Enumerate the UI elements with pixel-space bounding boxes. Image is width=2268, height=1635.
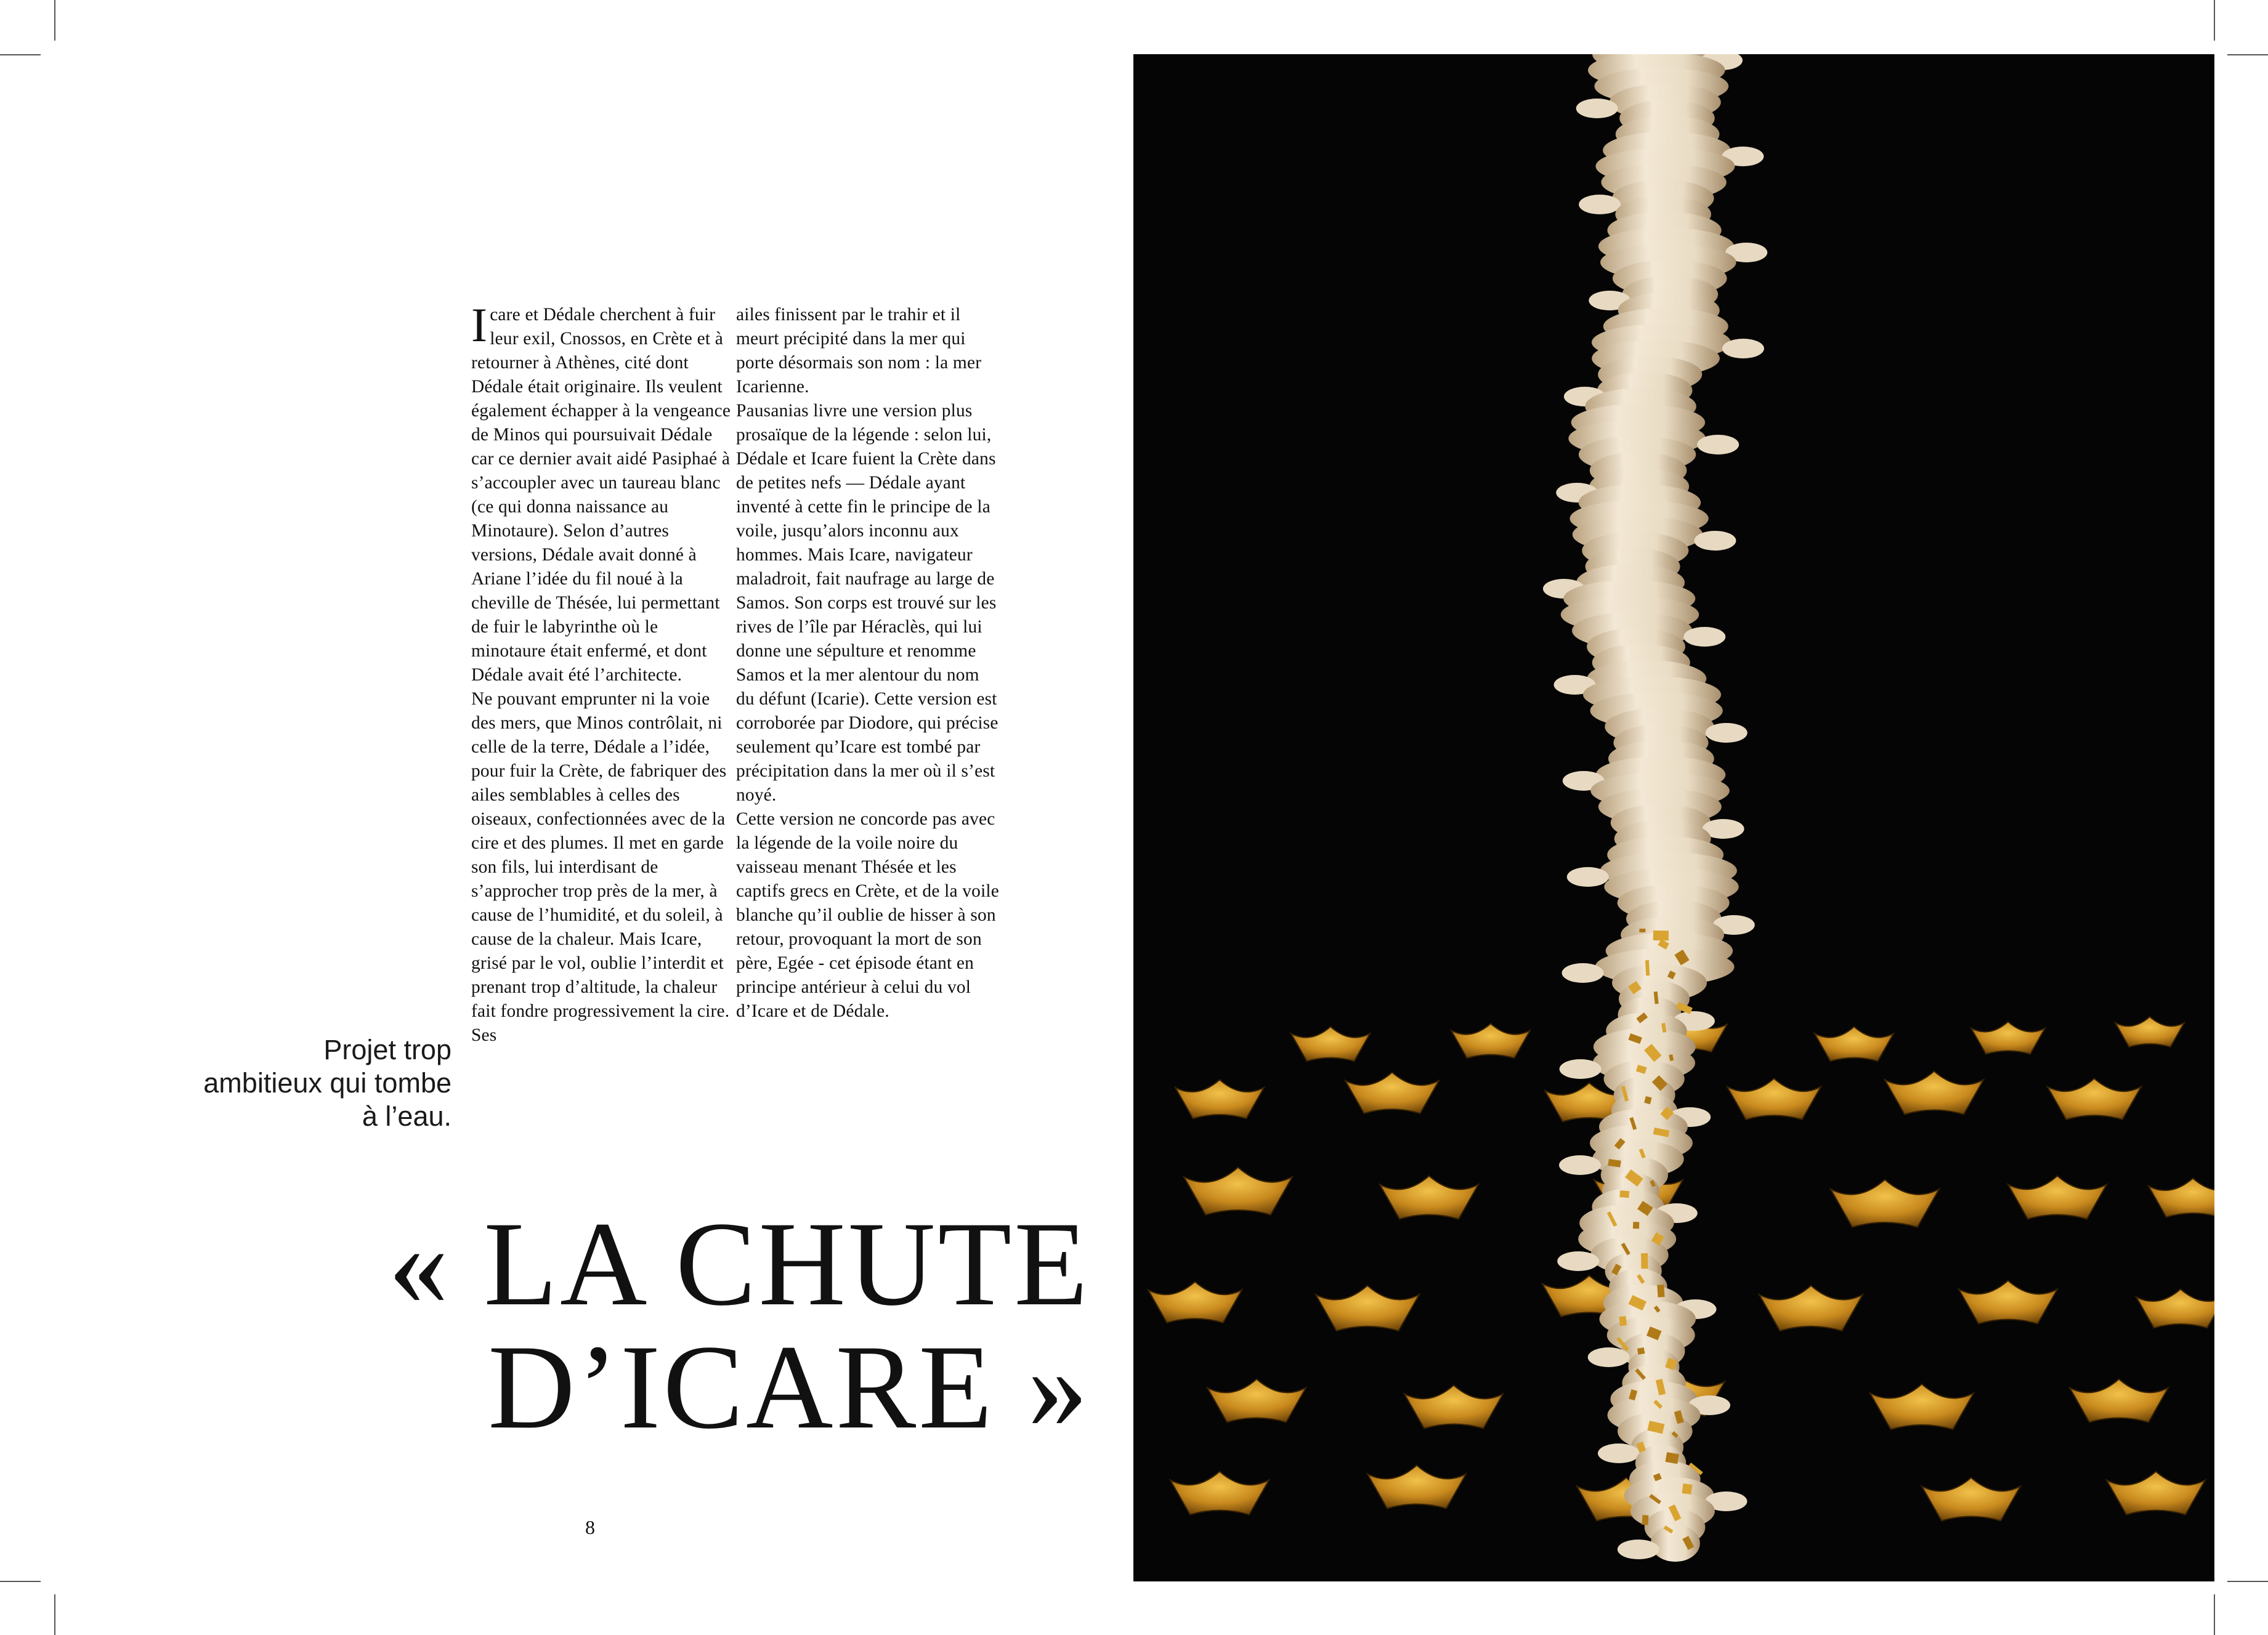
- gold-boat: [2008, 1176, 2107, 1219]
- gold-boat: [1291, 1027, 1370, 1061]
- title-line-2: D’ICARE »: [488, 1320, 1090, 1454]
- body-column-2: [736, 303, 1000, 1023]
- wax-drip: [1567, 867, 1609, 887]
- drop-cap: I: [471, 298, 488, 352]
- gold-boat: [2107, 1472, 2205, 1515]
- gold-fleck: [1642, 1515, 1648, 1525]
- gold-boat: [1759, 1286, 1863, 1331]
- crop-mark-right-bottom: [2227, 1581, 2268, 1582]
- gold-boat: [1316, 1286, 1419, 1331]
- gold-boat: [1885, 1072, 1983, 1115]
- paragraph: Cette version ne concorde pas avec la légende de la voile noire du vaisseau menant Thésée et les captifs grecs en Crète, et de la voile blanche qu’il oublie de hisser à son retour, provoquant la mort de son père, Egée - cet épisode étant en principe antérieur à celui du vol d’Icare et de Dédale.: [736, 809, 1000, 1021]
- paragraph: Icare et Dédale cherchent à fuir leur exil, Cnossos, en Crète et à retourner à Athènes, cité dont Dédale était originaire. Ils veulent également échapper à la vengeance de Minos qui poursuivait Dédale car ce dernier avait aidé Pasiphaé à s’accoupler avec un taureau blanc (ce qui donna naissance au Minotaure). Selon d’autres versions, Dédale avait donné à Ariane l’idée du fil noué à la cheville de Thésée, lui permettant de fuir le labyrinthe où le minotaure était enfermé, et dont Dédale avait été l’architecte.: [471, 298, 731, 685]
- gold-boat: [1870, 1384, 1974, 1430]
- gold-fleck: [1637, 1347, 1645, 1355]
- paragraph: ailes finissent par le trahir et il meurt précipité dans la mer qui porte désormais son nom : la mer Icarienne.: [736, 305, 982, 397]
- gold-fleck: [1619, 1190, 1629, 1198]
- gold-fleck: [1682, 1484, 1693, 1495]
- crop-mark-top-left: [54, 0, 55, 41]
- gold-boat: [2149, 1178, 2214, 1217]
- wax-drip: [1651, 1525, 1700, 1562]
- gold-boat: [1971, 1022, 2045, 1054]
- side-note-line: ambitieux qui tombe: [203, 1067, 452, 1099]
- crop-mark-bottom-left: [54, 1594, 55, 1635]
- gold-boat: [1184, 1168, 1292, 1215]
- gold-boat: [2136, 1289, 2214, 1328]
- gold-boat: [1345, 1072, 1439, 1113]
- photo-illustration: [1133, 54, 2214, 1581]
- wax-drip: [1683, 627, 1725, 647]
- gold-boat: [1175, 1080, 1264, 1118]
- wax-drip: [1697, 435, 1739, 454]
- wax-drip: [1557, 1251, 1599, 1271]
- gold-boat: [1170, 1472, 1269, 1515]
- wax-drip: [1576, 99, 1618, 118]
- wax-drip: [1588, 1347, 1630, 1367]
- wax-drip: [1559, 1155, 1601, 1175]
- side-note-line: à l’eau.: [362, 1100, 452, 1132]
- gold-boat: [1207, 1379, 1306, 1423]
- page-title: [357, 1197, 1090, 1454]
- crop-mark-left-bottom: [0, 1581, 41, 1582]
- gold-boat: [2047, 1078, 2141, 1120]
- gold-fleck: [1633, 1222, 1639, 1229]
- side-note: [185, 1033, 452, 1133]
- photo-wax-column-gold-boats: [1133, 54, 2214, 1581]
- wax-drip: [1694, 531, 1736, 551]
- gold-fleck: [1657, 1285, 1664, 1298]
- wax-drip: [1560, 1059, 1602, 1079]
- body-column-1: [471, 298, 735, 1048]
- gold-boat: [1380, 1176, 1478, 1219]
- gold-boat: [1451, 1023, 1530, 1058]
- gold-boat: [1367, 1466, 1466, 1509]
- side-note-line: Projet trop: [323, 1034, 452, 1065]
- gold-boat: [2115, 1017, 2184, 1047]
- gold-fleck: [1665, 1452, 1679, 1464]
- crop-mark-top-right: [2214, 0, 2215, 41]
- title-line-1: « LA CHUTE: [388, 1197, 1090, 1331]
- gold-boat: [1922, 1478, 2020, 1521]
- wax-drip: [1618, 1540, 1659, 1559]
- crop-mark-bottom-right: [2214, 1594, 2215, 1635]
- gold-fleck: [1619, 1316, 1627, 1326]
- crop-mark-right-top: [2227, 54, 2268, 55]
- crop-mark-left-top: [0, 54, 41, 55]
- gold-fleck: [1639, 929, 1645, 932]
- gold-boat: [1727, 1078, 1821, 1120]
- gold-fleck: [1641, 1253, 1648, 1269]
- gold-boat: [1815, 1027, 1893, 1061]
- gold-boat: [1959, 1281, 2057, 1324]
- gold-boat: [1148, 1282, 1242, 1323]
- gold-boat: [1831, 1180, 1939, 1227]
- paragraph: Pausanias livre une version plus prosaïque de la légende : selon lui, Dédale et Icare fuient la Crète dans de petites nefs — Dédale ayant inventé à cette fin le principe de la voile, jusqu’alors inconnu aux hommes. Mais Icare, navigateur maladroit, fait naufrage au large de Samos. Son corps est trouvé sur les rives de l’île par Héraclès, qui lui donne une sépulture et renomme Samos et la mer alentour du nom du défunt (Icarie). Cette version est corroborée par Diodore, qui précise seulement qu’Icare est tombé par précipitation dans la mer où il s’est noyé.: [736, 401, 998, 805]
- gold-boat: [1404, 1386, 1503, 1429]
- wax-drip: [1722, 339, 1764, 358]
- wax-drip: [1598, 1443, 1640, 1463]
- page-number: 8: [585, 1516, 595, 1538]
- paragraph: Ne pouvant emprunter ni la voie des mers, que Minos contrôlait, ni celle de la terre, Dédale a l’idée, pour fuir la Crète, de fabriquer des ailes semblables à celles des oiseaux, confectionnées avec de la cire et des plumes. Il met en garde son fils, lui interdisant de s’approcher trop près de la mer, à cause de l’humidité, et du soleil, à cause de la chaleur. Mais Icare, grisé par le vol, oublie l’interdit et prenant trop d’altitude, la chaleur fait fondre progressivement la cire. Ses: [471, 689, 730, 1045]
- wax-drip: [1706, 723, 1748, 743]
- gold-fleck: [1653, 931, 1669, 940]
- gold-boat: [2070, 1379, 2168, 1423]
- wax-drip: [1579, 195, 1621, 214]
- wax-drip: [1562, 963, 1604, 983]
